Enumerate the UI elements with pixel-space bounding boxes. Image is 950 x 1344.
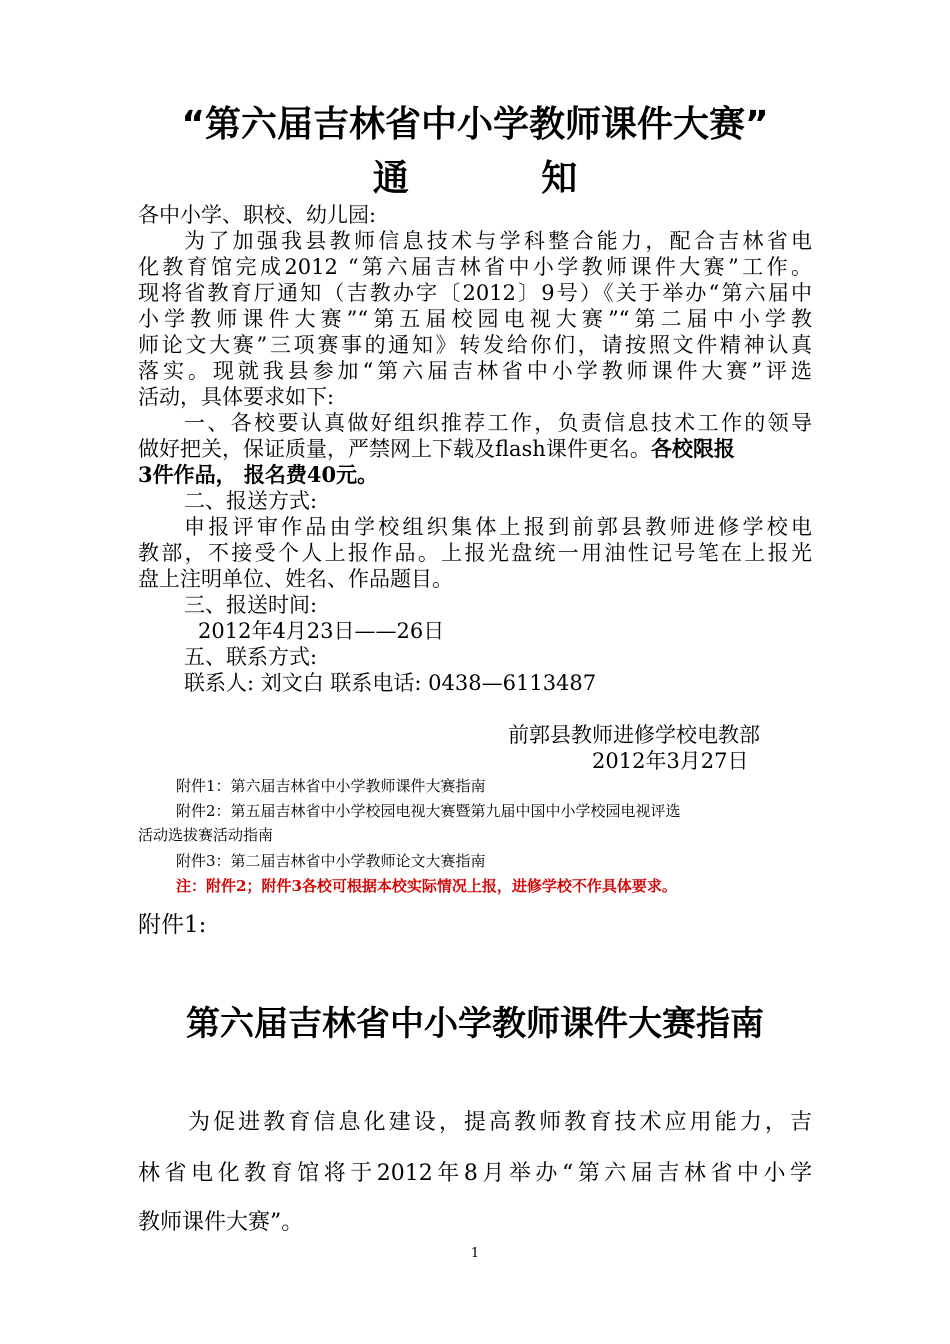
notice-title: “第六届吉林省中小学教师课件大赛” xyxy=(181,104,769,145)
item2-heading: 二、报送方式: xyxy=(184,489,318,513)
guide-intro-line: 林省电化教育馆将于2012年8月举办“第六届吉林省中小学 xyxy=(138,1161,812,1186)
paragraph-line: 化教育馆完成2012 “第六届吉林省中小学教师课件大赛”工作。 xyxy=(138,255,812,279)
item1-line: 一、各校要认真做好组织推荐工作，负责信息技术工作的领导 xyxy=(184,411,812,435)
guide-title: 第六届吉林省中小学教师课件大赛指南 xyxy=(186,1004,764,1044)
salutation: 各中小学、职校、幼儿园: xyxy=(138,203,377,227)
item1-text: 做好把关，保证质量，严禁网上下载及flash课件更名。 xyxy=(138,437,651,461)
item1-bold-text: 各校限报 xyxy=(650,436,735,461)
paragraph-line: 小学教师课件大赛”“第五届校园电视大赛”“第二届中小学教 xyxy=(138,307,812,331)
item1-line xyxy=(138,436,812,462)
paragraph-line: 活动，具体要求如下: xyxy=(138,385,335,409)
guide-intro-line: 教师课件大赛”。 xyxy=(138,1210,304,1235)
item2-line: 申报评审作品由学校组织集体上报到前郭县教师进修学校电 xyxy=(184,515,812,539)
contact-line: 联系人: 刘文白 联系电话: 0438—6113487 xyxy=(184,671,597,695)
attachment-item: 活动选拔赛活动指南 xyxy=(138,826,274,844)
item5-heading: 五、联系方式: xyxy=(184,645,318,669)
attachment-item: 附件3：第二届吉林省中小学教师论文大赛指南 xyxy=(176,852,486,870)
item2-line: 教部，不接受个人上报作品。上报光盘统一用油性记号笔在上报光 xyxy=(138,541,812,565)
item3-heading: 三、报送时间: xyxy=(184,593,318,617)
note-line: 注：附件2；附件3各校可根据本校实际情况上报，进修学校不作具体要求。 xyxy=(176,877,677,895)
attachment-item: 附件2：第五届吉林省中小学校园电视大赛暨第九届中国中小学校园电视评选 xyxy=(176,802,681,820)
issue-date: 2012年3月27日 xyxy=(592,749,749,773)
appendix-label: 附件1: xyxy=(138,912,207,938)
page-number: 1 xyxy=(470,1246,480,1261)
notice-subtitle: 通 知 xyxy=(372,158,638,199)
attachment-item: 附件1：第六届吉林省中小学教师课件大赛指南 xyxy=(176,777,486,795)
paragraph-line: 落实。现就我县参加“第六届吉林省中小学教师课件大赛”评选 xyxy=(138,359,812,383)
item2-line: 盘上注明单位、姓名、作品题目。 xyxy=(138,567,453,591)
paragraph-line: 师论文大赛”三项赛事的通知》转发给你们，请按照文件精神认真 xyxy=(138,333,812,357)
paragraph-line: 为了加强我县教师信息技术与学科整合能力，配合吉林省电 xyxy=(184,229,812,253)
issuer: 前郭县教师进修学校电教部 xyxy=(508,723,760,747)
item1-bold-line: 3件作品， 报名费40元。 xyxy=(138,462,379,487)
guide-intro-line: 为促进教育信息化建设，提高教师教育技术应用能力，吉 xyxy=(188,1110,812,1135)
paragraph-line: 现将省教育厅通知（吉教办字〔2012〕9号）《关于举办“第六届中 xyxy=(138,281,812,305)
item3-body: 2012年4月23日——26日 xyxy=(198,619,445,643)
